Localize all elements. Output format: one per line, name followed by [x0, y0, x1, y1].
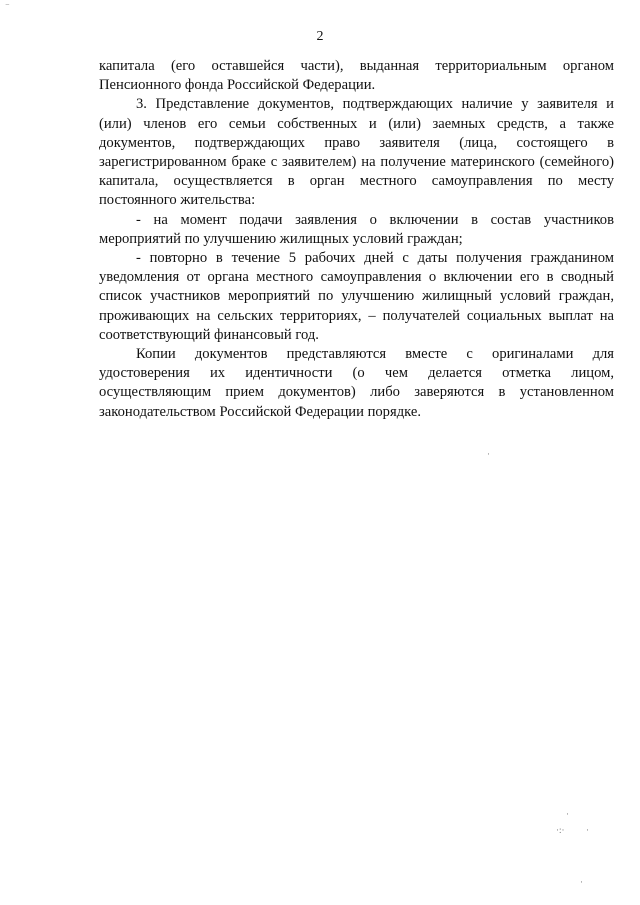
paragraph-2: 3. Представление документов, подтверждающих наличие у заявителя и (или) членов его семьи собственных и (или) заемных средств, а также документов, подтверждающих право заявителя (лица, состоящего в зарегистрированном браке с заявителем) на получение материнского (семейного) капитала, осуществляется в орган местного самоуправления по месту постоянного жительства: — [99, 96, 614, 209]
paragraph-5: Копии документов представляются вместе с оригиналами для удостоверения их идентичности (о чем делается отметка лицом, осуществляющим прием документов) либо заверяются в установленном законодательством Российской Федерации порядке. — [99, 346, 614, 420]
scan-artifact: ⁻ — [5, 1, 10, 11]
paragraph-1: капитала (его оставшейся части), выданная территориальным органом Пенсионного фонда Российской Федерации. — [99, 58, 614, 94]
paragraph-3: - на момент подачи заявления о включении в состав участников мероприятий по улучшению жилищных условий граждан; — [99, 211, 614, 247]
document-body — [99, 57, 614, 422]
scan-artifact: · — [580, 877, 583, 887]
scan-artifact: · — [487, 449, 490, 459]
paragraph-4: - повторно в течение 5 рабочих дней с даты получения гражданином уведомления от органа местного самоуправления о включении его в сводный список участников мероприятий по улучшению жилищный условий граждан, проживающих на сельских территориях, – получателей социальных выплат на соответствующий финансовый год. — [99, 250, 614, 343]
scan-artifact: · — [566, 809, 569, 819]
scan-artifact: · — [586, 825, 589, 835]
scan-artifact: ·:· — [556, 825, 565, 835]
page-number: 2 — [316, 29, 324, 44]
